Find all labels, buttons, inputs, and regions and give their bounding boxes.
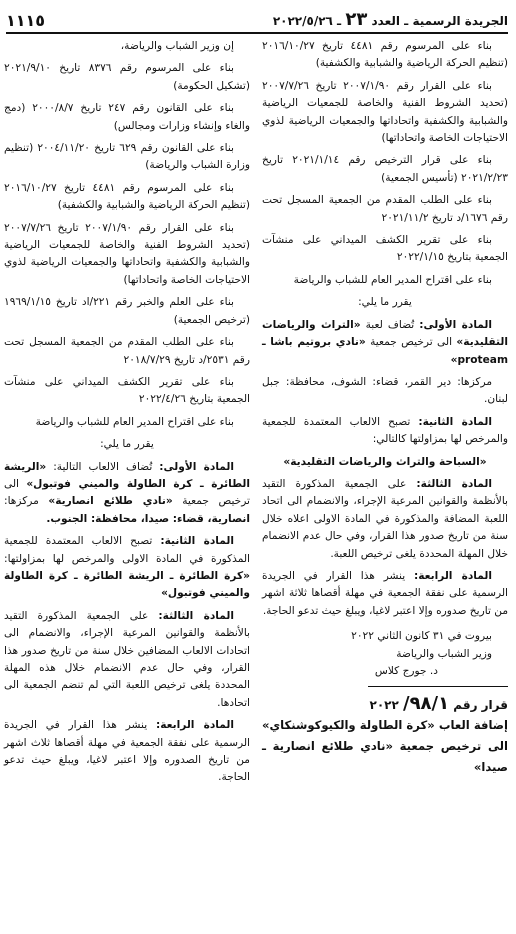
recital: بناء على اقتراح المدير العام للشباب والرياضة bbox=[35, 415, 234, 428]
recital: بناء على اقتراح المدير العام للشباب والرياضة bbox=[293, 273, 492, 286]
decision-year: ٢٠٢٢ bbox=[369, 698, 399, 713]
recital: بناء على القانون رقم ٦٢٩ تاريخ ٢٠٠٤/١١/٢٠ (تنظيم وزارة الشباب والرياضة) bbox=[4, 142, 250, 172]
article-3-text: على الجمعية المذكورة التقيد بالأنظمة والقوانين المرعية الإجراء، والانضمام الى اتحاد اللعبة المضافة والمذكورة في المادة الاولى اعلاه خلال سنة من تاريخ صدور هذا القرار، وفي حال عدم الانضمام خلال المهلة المحددة يلغى ترخيص اللعبة. bbox=[262, 477, 508, 560]
article-3-text: على الجمعية المذكورة التقيد بالأنظمة والقوانين المرعية الإجراء، والانضمام الى اتحادات الالعاب المضافين خلال سنة من تاريخ صدور هذا القرار، وفي حال عدم الانضمام خلال هذه المهلة المحددة يلغى ترخيص اللعبة التي لم تنضم الجمعية الى اتحادها. bbox=[4, 609, 250, 709]
recital: بناء على المرسوم رقم ٨٣٧٦ تاريخ ٢٠٢١/٩/١٠ (تشكيل الحكومة) bbox=[4, 62, 250, 92]
decision-label: قرار رقم bbox=[453, 698, 508, 713]
article-2-text: تصبح الالعاب المعتمدة للجمعية المذكورة في المادة الاولى والمرخص لها بمزاولتها: bbox=[4, 535, 250, 565]
article-4 bbox=[262, 568, 508, 620]
page-number: ١١١٥ bbox=[6, 11, 46, 30]
article-1-location: انصارية، قضاء: صيدا، محافظة: الجنوب. bbox=[46, 512, 250, 525]
recital: بناء على الطلب المقدم من الجمعية المسجل تحت رقم ٢٥٣١/د تاريخ ٢٠١٨/٧/٢٩ bbox=[4, 336, 250, 366]
article-1 bbox=[4, 459, 250, 529]
article-1-game: «التراث والرياضات التقليدية» bbox=[262, 318, 508, 349]
article-1-text-2: الى ترخيص جمعية bbox=[4, 477, 250, 508]
recital: بناء على تقرير الكشف الميداني على منشآت الجمعية بتاريخ ٢٠٢٢/١/١٥ bbox=[262, 234, 508, 264]
gazette-name: الجريدة الرسمية ـ العدد bbox=[371, 14, 508, 28]
decision-number bbox=[262, 695, 508, 714]
article-3 bbox=[262, 476, 508, 563]
article-4 bbox=[4, 717, 250, 787]
article-2-games: «السباحة والتراث والرياضات التقليدية» bbox=[283, 455, 487, 468]
gazette-header-title bbox=[273, 9, 508, 30]
article-1-club: «نادي بروتيم باشا ـ proteam» bbox=[262, 336, 508, 366]
article-1-text-2: الى ترخيص جمعية bbox=[370, 336, 453, 349]
article-3-label: المادة الثالثة: bbox=[158, 609, 235, 622]
decides-heading: يقرر ما يلي: bbox=[100, 438, 154, 451]
page-header bbox=[6, 6, 508, 34]
left-column bbox=[4, 38, 250, 792]
article-1-text: تُضاف الالعاب التالية: bbox=[53, 460, 153, 473]
separator-line bbox=[368, 686, 508, 687]
recital: بناء على الطلب المقدم من الجمعية المسجل تحت رقم ١٦٧٦/د تاريخ ٢٠٢١/١١/٢ bbox=[262, 194, 508, 224]
article-4-text: ينشر هذا القرار في الجريدة الرسمية على نفقة الجمعية في مهلة أقصاها ثلاث اشهر من تاريخ الصدوره وإلا اعتبر لاغيا، ويبلغ حيث تدعو الحاجة. bbox=[4, 719, 250, 784]
article-1-location-label: مركزها: bbox=[4, 495, 39, 508]
opening-line: إن وزير الشباب والرياضة، bbox=[120, 40, 234, 52]
article-3 bbox=[4, 608, 250, 712]
article-2 bbox=[262, 414, 508, 449]
article-1-location: مركزها: دير القمر، قضاء: الشوف، محافظة: جبل لبنان. bbox=[262, 375, 508, 406]
article-2 bbox=[4, 533, 250, 603]
article-3-label: المادة الثالثة: bbox=[416, 477, 493, 490]
article-2-label: المادة الثانية: bbox=[418, 415, 492, 428]
article-1-label: المادة الأولى: bbox=[419, 318, 493, 331]
issue-date: ـ ٢٠٢٢/٥/٢٦ bbox=[272, 14, 342, 28]
article-1-text: تُضاف لعبة bbox=[365, 318, 415, 331]
decision-number-value: ٩٨/١/ bbox=[402, 693, 450, 715]
article-4-text: ينشر هذا القرار في الجريدة الرسمية على نفقة الجمعية في مهلة أقصاها ثلاثة اشهر من تاريخ صدوره وإلا اعتبر لاغيا، ويبلغ حيث تدعو الحاجة. bbox=[262, 569, 508, 617]
article-1-label: المادة الأولى: bbox=[159, 460, 235, 473]
recital: بناء على المرسوم رقم ٤٤٨١ تاريخ ٢٠١٦/١٠/٢٧ (تنظيم الحركة الرياضية والشبابية والكشفية) bbox=[262, 40, 508, 70]
article-1-club: «نادي طلائع انصارية» bbox=[48, 495, 173, 508]
place-date: بيروت في ٣١ كانون الثاني ٢٠٢٢ bbox=[351, 630, 492, 643]
article-4-label: المادة الرابعة: bbox=[413, 569, 492, 582]
article-4-label: المادة الرابعة: bbox=[155, 719, 234, 732]
recital: بناء على تقرير الكشف الميداني على منشآت الجمعية بتاريخ ٢٠٢٢/٤/٢٦ bbox=[4, 375, 250, 406]
recital: بناء على العلم والخبر رقم ٢٢١/اد تاريخ ١٩٦٩/١/١٥ (ترخيص الجمعية) bbox=[4, 296, 250, 326]
signatory-title: وزير الشباب والرياضة bbox=[396, 647, 492, 660]
article-1 bbox=[262, 317, 508, 369]
recital: بناء على المرسوم رقم ٤٤٨١ تاريخ ٢٠١٦/١٠/٢٧ (تنظيم الحركة الرياضية والشبابية والكشفية) bbox=[4, 181, 250, 212]
article-2-games: «كرة الطائرة ـ الريشة الطائرة ـ كرة الطاولة والميني فوتبول» bbox=[4, 569, 250, 600]
article-2-text: تصبح الالعاب المعتمدة للجمعية والمرخص لها بمزاولتها كالتالي: bbox=[262, 415, 508, 446]
right-column bbox=[262, 38, 508, 778]
recital: بناء على القرار رقم ٢٠٠٧/١/٩٠ تاريخ ٢٠٠٧/٧/٢٦ (تحديد الشروط الفنية والخاصة للجمعيات الرياضية والشبابية والكشفية واتحاداتها والجمعيات الرياضية لذوي الاحتياجات الخاصة واتحاداتها) bbox=[262, 79, 508, 145]
recital: بناء على القانون رقم ٢٤٧ تاريخ ٢٠٠٠/٨/٧ (دمج والغاء وإنشاء وزارات ومجالس) bbox=[4, 102, 250, 132]
recital: بناء على القرار رقم ٢٠٠٧/١/٩٠ تاريخ ٢٠٠٧/٧/٢٦ (تحديد الشروط الفنية والخاصة للجمعيات الرياضية والشبابية والكشفية واتحاداتها والجمعيات الرياضية لذوي الاحتياجات الخاصة واتحاداتها) bbox=[4, 221, 250, 286]
decision-title: إضافة العاب «كرة الطاولة والكيوكوشنكاي» الى ترخيص جمعية «نادي طلائع انصارية ـ صيدا» bbox=[262, 717, 508, 774]
recital: بناء على قرار الترخيص رقم ٢٠٢١/١/١٤ تاريخ ٢٠٢١/٢/٢٣ (تأسيس الجمعية) bbox=[262, 154, 508, 184]
issue-number: ٢٣ bbox=[345, 9, 368, 30]
signatory-name: د. جورج كلاس bbox=[374, 665, 438, 677]
article-2-label: المادة الثانية: bbox=[160, 535, 234, 548]
article-1-games: «الريشة الطائرة ـ كرة الطاولة والميني فوتبول» bbox=[4, 460, 250, 490]
decides-heading: يقرر ما يلي: bbox=[358, 296, 412, 309]
